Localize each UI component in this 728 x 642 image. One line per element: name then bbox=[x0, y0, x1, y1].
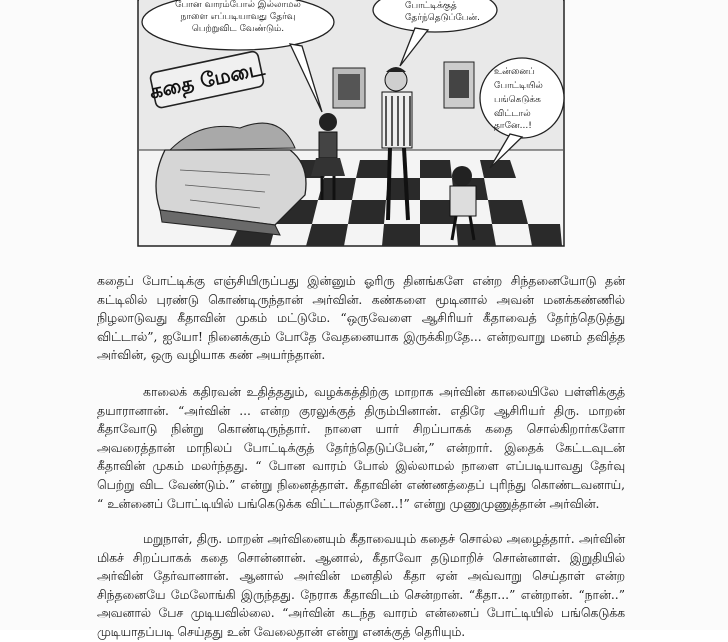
bubble-right-line-3: பங்கெடுக்க bbox=[494, 95, 541, 105]
story-paragraph-3: மறுநாள், திரு. மாறன் அர்வினையும் கீதாவையும் கதைச் சொல்ல அழைத்தார். அர்வின் மிகச் சிறப்பாகக் கதை சொன்னான். ஆனால், கீதாவோ தடுமாறிச் சொன்னாள். இறுதியில் அர்வின் தேர்வானான். ஆனால் அர்வின் மனதில் கீதா ஏன் அவ்வாறு செய்தாள் என்ற சிந்தனையே மேலோங்கி இருந்தது. நேராக கீதாவிடம் சென்றான். “கீதா...” என்றான். “நான்..” அவனால் பேச முடியவில்லை. “அர்வின் கடந்த வாரம் என்னைப் போட்டியில் பங்கெடுக்க முடியாதப்படி செய்தது உன் வேலைதான் என்று எனக்குத் தெரியும். bbox=[97, 532, 625, 639]
bubble-right-line-5: தானே...! bbox=[494, 121, 532, 131]
bubble-top-right-line-1: போட்டிக்குத் bbox=[405, 1, 457, 11]
story-paragraph-2: காலைக் கதிரவன் உதித்ததும், வழக்கத்திற்கு மாறாக அர்வின் காலையிலே பள்ளிக்குத் தயாரானான். “அர்வின் ... என்ற குரலுக்குத் திரும்பினான். எதிரே ஆசிரியர் திரு. மாறன் கீதாவோடு நின்று கொண்டிருந்தார். நாளை யார் சிறப்பாகக் கதை சொல்கிறார்களோ அவரைத்தான் மாநிலப் போட்டிக்குத் தேர்ந்தெடுப்பேன்,” என்றார். இதைக் கேட்டவுடன் கீதாவின் முகம் மலர்ந்தது. “ போன வாரம் போல் இல்லாமல் நாளை எப்படியாவது தேர்வு பெற்று விட வேண்டும்.” என்று நினைத்தாள். கீதாவின் எண்ணத்தைப் புரிந்து கொண்டவனாய், “ உன்னைப் போட்டியில் பங்கெடுக்க விட்டால்தானே..!” என்று முணுமுணுத்தான் அர்வின். bbox=[97, 385, 625, 511]
bubble-left-line-2: நாளை எப்படியாவது தேர்வு bbox=[180, 12, 296, 22]
sign-text: கதை மேடை bbox=[147, 55, 267, 104]
bubble-left-line-3: பெற்றுவிட வேண்டும். bbox=[191, 24, 285, 34]
bubble-right-line-1: உன்னைப் bbox=[494, 67, 535, 77]
comic-illustration bbox=[90, 0, 630, 252]
bubble-right-line-4: விட்டால் bbox=[494, 109, 531, 119]
story-paragraph-1: கதைப் போட்டிக்கு எஞ்சியிருப்பது இன்னும் ஓரிரு தினங்களே என்ற சிந்தனையோடு தன் கட்டிலில் புரண்டு கொண்டிருந்தான் அர்வின். கண்களை மூடினால் அவன் மனக்கண்ணில் நிழலாடுவது கீதாவின் முகம் மட்டுமே. “ஒருவேளை ஆசிரியர் கீதாவைத் தேர்ந்தெடுத்து விட்டால்”, ஐயோ! நினைக்கும் போதே வேதனையாக இருக்கிறதே... என்றவாறு மனம் தவித்த அர்வின், ஒரு வழியாக கண் அயர்ந்தான். bbox=[97, 274, 625, 363]
bubble-top-right-line-2: தேர்ந்தெடுப்பேன். bbox=[405, 13, 481, 23]
bubble-left-line-1: போன வாரம்போல் இல்லாமல் bbox=[175, 0, 301, 10]
bubble-right-line-2: போட்டியில் bbox=[494, 81, 543, 91]
